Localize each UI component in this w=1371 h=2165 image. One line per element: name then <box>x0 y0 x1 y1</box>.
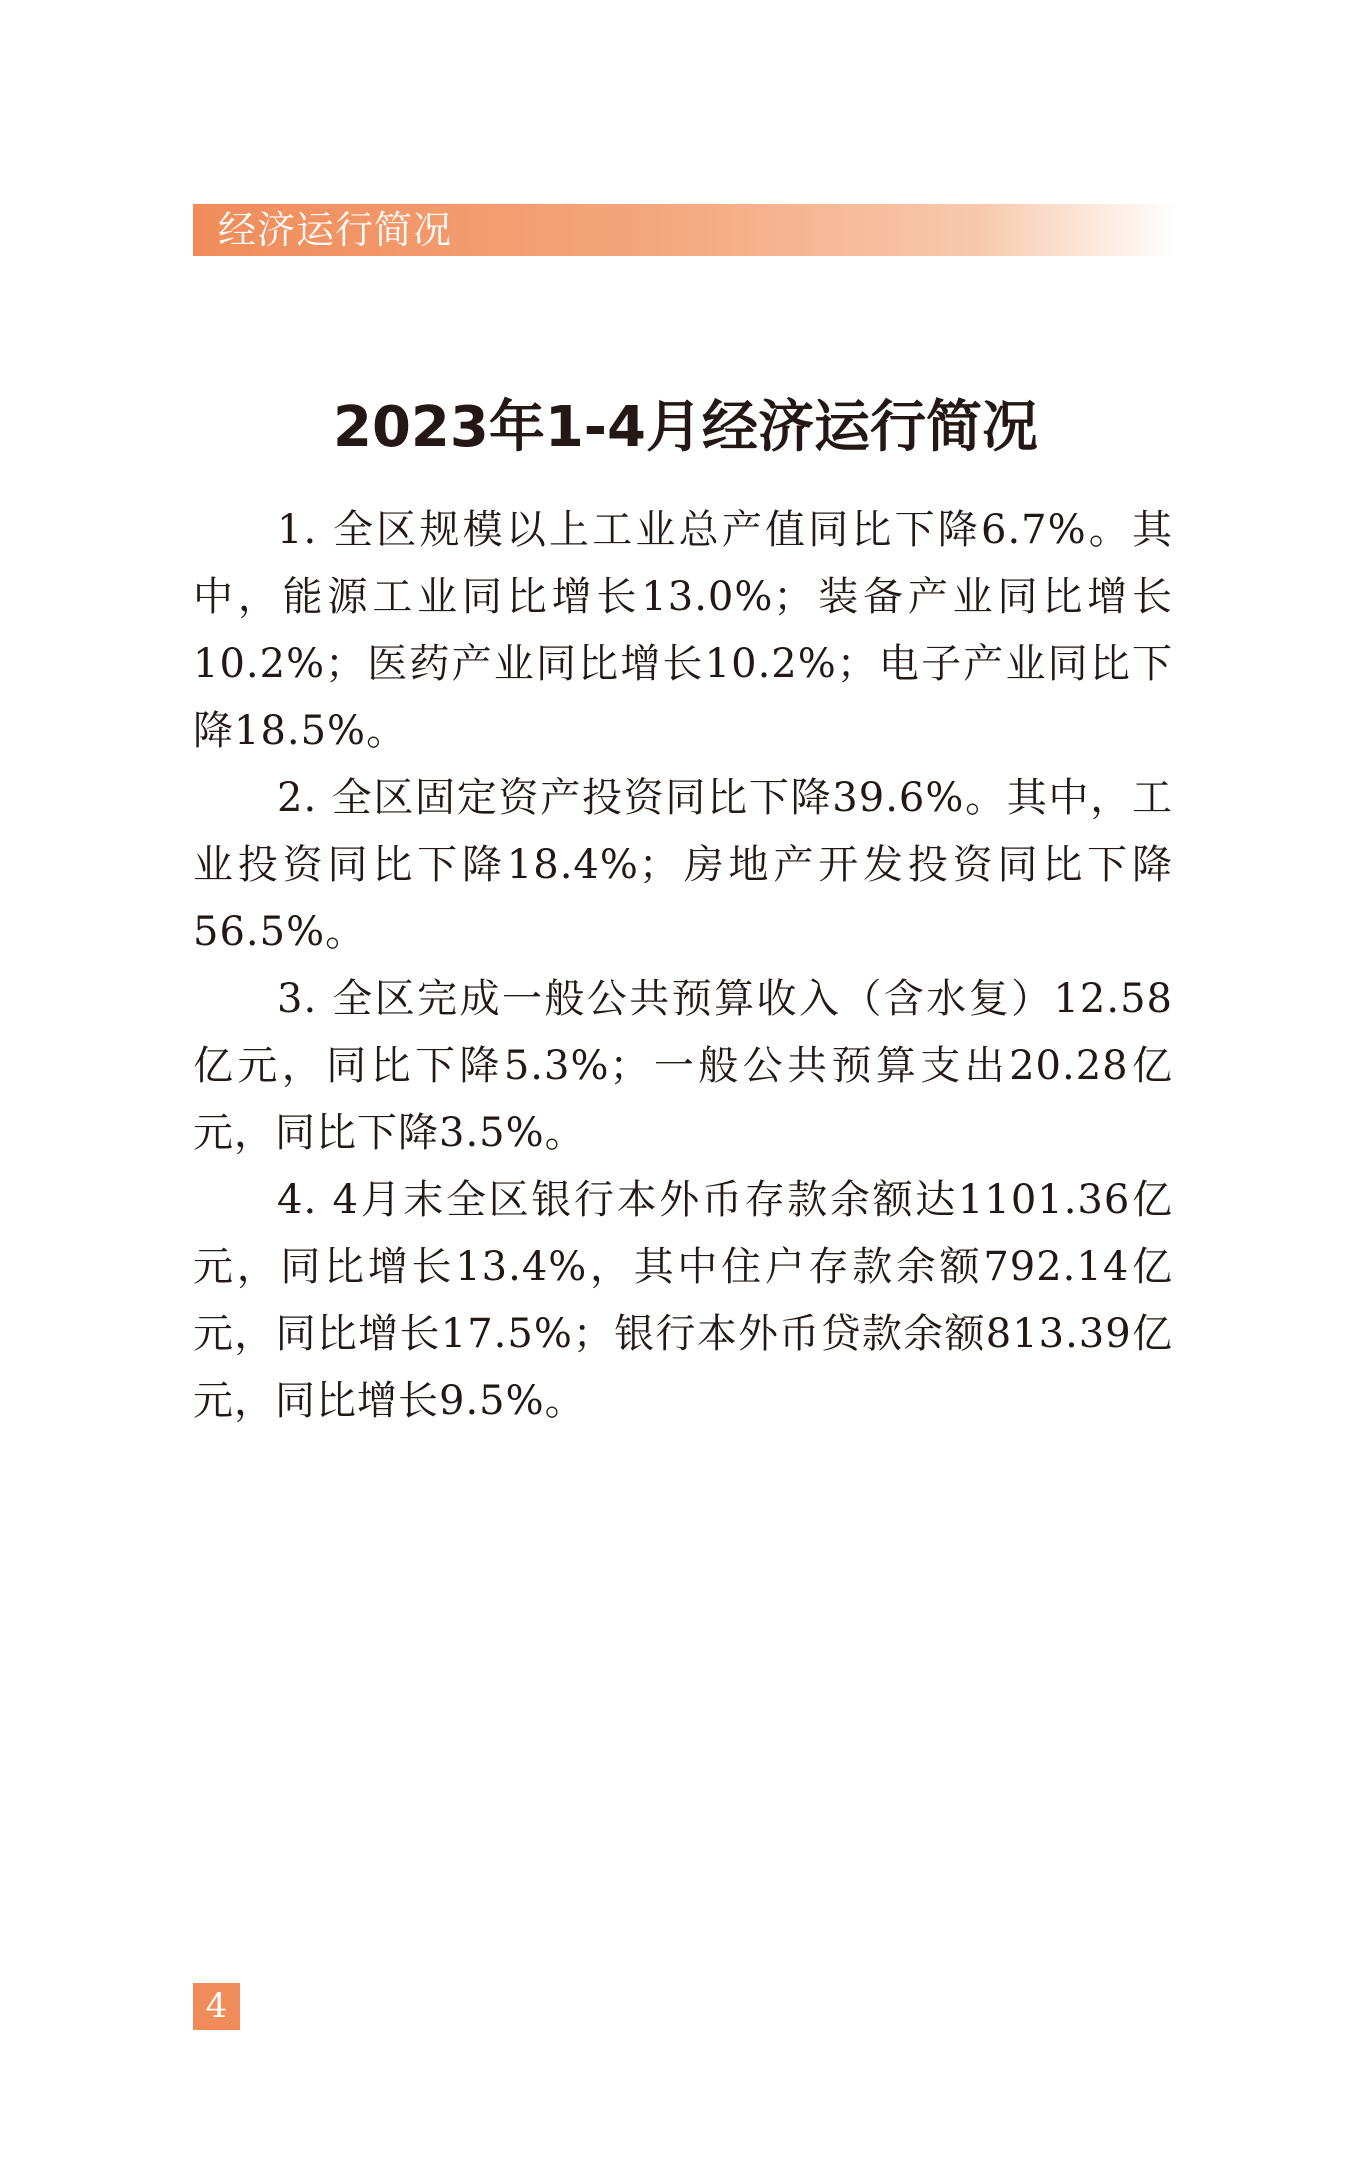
document-title: 2023年1-4月经济运行简况 <box>332 394 1039 460</box>
paragraph-banking: 4. 4月末全区银行本外币存款余额达1101.36亿元，同比增长13.4%，其中住户存款余额792.14亿元，同比增长17.5%；银行本外币贷款余额813.39亿元，同比增长9.5%。 <box>193 1177 1173 1424</box>
paragraph-industry: 1. 全区规模以上工业总产值同比下降6.7%。其中，能源工业同比增长13.0%；装备产业同比增长10.2%；医药产业同比增长10.2%；电子产业同比下降18.5%。 <box>193 507 1173 754</box>
paragraph-budget: 3. 全区完成一般公共预算收入（含水复）12.58亿元，同比下降5.3%；一般公共预算支出20.28亿元，同比下降3.5%。 <box>193 976 1173 1156</box>
page-number: 4 <box>193 1983 240 2030</box>
paragraph-investment: 2. 全区固定资产投资同比下降39.6%。其中，工业投资同比下降18.4%；房地产开发投资同比下降56.5%。 <box>193 775 1173 955</box>
section-banner <box>193 204 1178 256</box>
document-body <box>193 497 1173 1435</box>
section-label: 经济运行简况 <box>218 208 453 252</box>
